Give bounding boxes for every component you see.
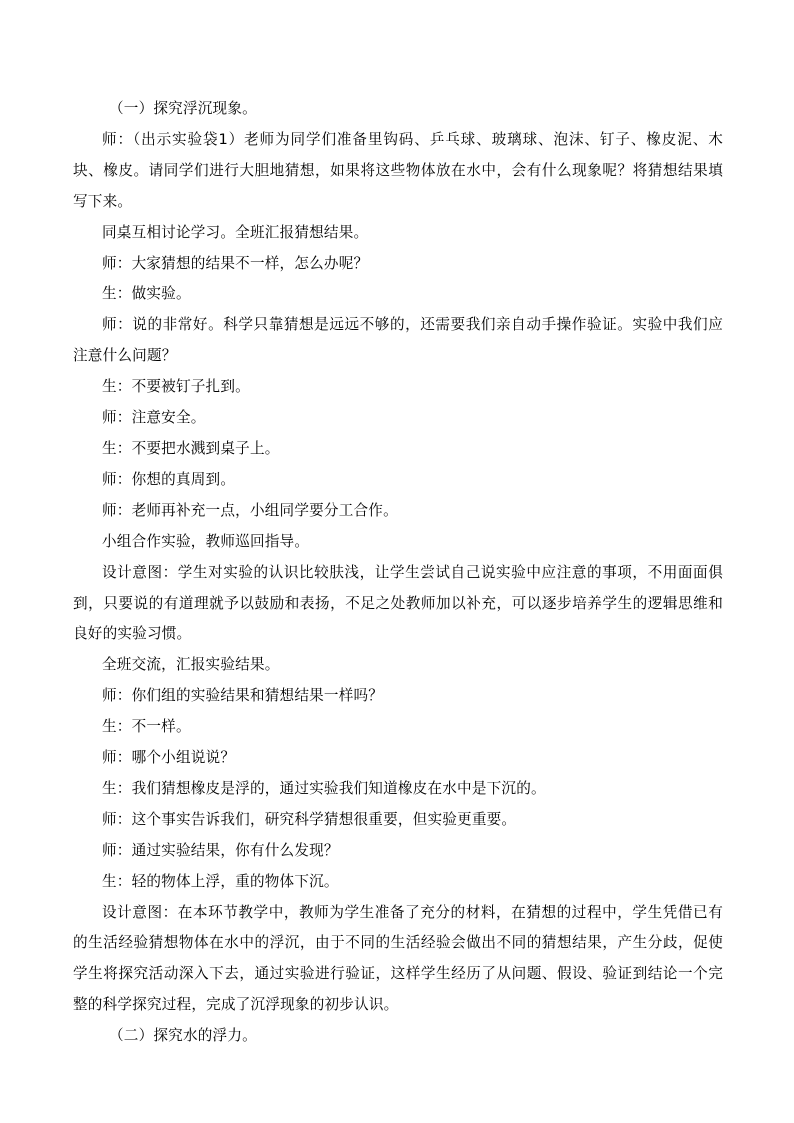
paragraph-dialogue: 师：这个事实告诉我们，研究科学猜想很重要，但实验更重要。 (102, 810, 517, 828)
paragraph-dialogue: 生：我们猜想橡皮是浮的，通过实验我们知道橡皮在水中是下沉的。 (102, 779, 546, 797)
paragraph-dialogue: 师：通过实验结果，你有什么发现？ (102, 841, 339, 859)
document-body (73, 94, 723, 1052)
section-heading-1: （一）探究浮沉现象。 (109, 100, 257, 117)
paragraph-dialogue: 师：大家猜想的结果不一样，怎么办呢？ (102, 254, 369, 272)
paragraph-dialogue: 生：做实验。 (102, 285, 191, 303)
paragraph-teacher-intro: 师：（出示实验袋1）老师为同学们准备里钩码、乒乓球、玻璃球、泡沫、钉子、橡皮泥、木块、橡皮。请同学们进行大胆地猜想，如果将这些物体放在水中，会有什么现象呢？将猜想结果填写下来。 (73, 130, 723, 210)
paragraph-dialogue: 师：注意安全。 (102, 409, 206, 427)
paragraph-discussion: 同桌互相讨论学习。全班汇报猜想结果。 (102, 223, 369, 241)
paragraph-design-intent-1: 设计意图：学生对实验的认识比较肤浅，让学生尝试自己说实验中应注意的事项，不用面面俱到，只要说的有道理就予以鼓励和表扬，不足之处教师加以补充，可以逐步培养学生的逻辑思维和良好的实验习惯。 (73, 563, 723, 643)
paragraph-dialogue: 师：你们组的实验结果和猜想结果一样吗？ (102, 687, 384, 705)
paragraph-class-exchange: 全班交流，汇报实验结果。 (102, 656, 280, 674)
paragraph-design-intent-2: 设计意图：在本环节教学中，教师为学生准备了充分的材料，在猜想的过程中，学生凭借已有的生活经验猜想物体在水中的浮沉，由于不同的生活经验会做出不同的猜想结果，产生分歧，促使学生将探究活动深入下去，通过实验进行验证，这样学生经历了从问题、假设、验证到结论一个完整的科学探究过程，完成了沉浮现象的初步认识。 (73, 903, 723, 1014)
paragraph-dialogue: 生：不一样。 (102, 718, 191, 736)
paragraph-dialogue: 师：老师再补充一点，小组同学要分工合作。 (102, 501, 398, 519)
paragraph-dialogue: 生：不要被钉子扎到。 (102, 378, 250, 396)
section-heading-2: （二）探究水的浮力。 (109, 1027, 257, 1045)
paragraph-dialogue: 师：说的非常好。科学只靠猜想是远远不够的，还需要我们亲自动手操作验证。实验中我们应注意什么问题？ (73, 316, 723, 365)
paragraph-group-work: 小组合作实验，教师巡回指导。 (102, 532, 310, 550)
paragraph-dialogue: 师：哪个小组说说？ (102, 749, 236, 767)
paragraph-dialogue: 生：不要把水溅到桌子上。 (102, 439, 280, 457)
paragraph-dialogue: 生：轻的物体上浮，重的物体下沉。 (102, 872, 339, 890)
paragraph-dialogue: 师：你想的真周到。 (102, 470, 236, 488)
